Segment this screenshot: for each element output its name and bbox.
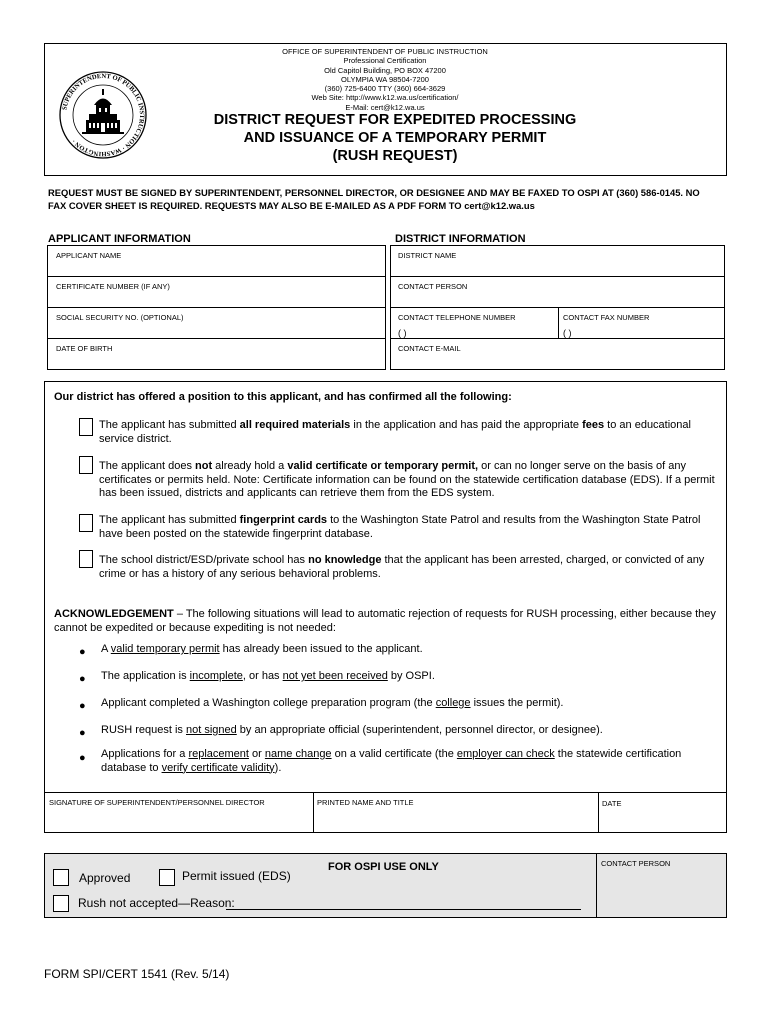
- agency-phone: (360) 725-6400 TTY (360) 664-3629: [324, 84, 446, 94]
- bullet-dot: ●: [79, 752, 86, 764]
- submission-notice: REQUEST MUST BE SIGNED BY SUPERINTENDENT, PERSONNEL DIRECTOR, OR DESIGNEE AND MAY BE FAXED TO OSPI AT (360) 586-0145. NO FAX COVER SHEET IS REQUIRED. REQUESTS MAY ALSO BE E-MAILED AS A PDF FORM TO cert@k12.wa.us: [48, 187, 700, 211]
- rejection-not-signed: [101, 724, 711, 738]
- contact-email-label: CONTACT E-MAIL: [398, 344, 461, 353]
- svg-text:SUPERINTENDENT OF PUBLIC INSTR: SUPERINTENDENT OF PUBLIC INSTRUCTION · WASHINGTON ·: [61, 72, 146, 158]
- b2-b: , or has: [242, 670, 283, 682]
- district-info-heading: DISTRICT INFORMATION: [395, 233, 526, 245]
- item1-e: to an educational service district.: [99, 419, 691, 445]
- ssn-field[interactable]: [47, 307, 386, 339]
- date-of-birth-label: DATE OF BIRTH: [56, 344, 113, 353]
- item2-a: The applicant does: [99, 460, 196, 472]
- b3-a: Applicant completed a Washington college preparation program (the: [101, 697, 436, 709]
- b5-u4: verify certificate validity: [161, 761, 275, 774]
- b5-u1: replacement: [188, 748, 249, 760]
- b4-b: by an appropriate official (superintendent, personnel director, or designee).: [236, 724, 603, 736]
- item-no-valid-certificate: [99, 460, 719, 501]
- bullet-dot: ●: [79, 673, 86, 685]
- rejection-replacement: [101, 748, 711, 775]
- item2-c: already hold a: [212, 460, 288, 472]
- bullet-dot: ●: [79, 727, 86, 739]
- item-fingerprint-cards: [99, 514, 719, 541]
- item2-d: valid certificate or temporary permit,: [287, 460, 479, 472]
- agency-city: OLYMPIA WA 98504-7200: [341, 74, 429, 84]
- agency-address: Old Capitol Building, PO BOX 47200: [324, 65, 446, 75]
- printed-name-field[interactable]: [313, 792, 599, 833]
- item3-c: to the Washington State Patrol and results from the Washington State Patrol have been posted on the statewide fingerprint database.: [99, 514, 701, 540]
- date-field[interactable]: [598, 792, 727, 833]
- district-name-field[interactable]: [390, 245, 725, 277]
- contact-email-field[interactable]: [390, 338, 725, 370]
- rejection-valid-permit: [101, 643, 711, 657]
- b4-a: RUSH request is: [101, 724, 186, 736]
- applicant-info-heading: APPLICANT INFORMATION: [48, 233, 191, 245]
- state-seal: [58, 70, 148, 160]
- b1-b: has already been issued to the applicant.: [219, 643, 423, 655]
- checkbox-approved[interactable]: [53, 869, 69, 886]
- contact-phone-label: CONTACT TELEPHONE NUMBER: [398, 313, 516, 322]
- agency-header: [230, 47, 540, 112]
- district-name-label: DISTRICT NAME: [398, 251, 457, 260]
- rejection-college-program: [101, 697, 711, 711]
- b5-a: Applications for a: [101, 748, 189, 760]
- applicant-name-label: APPLICANT NAME: [56, 251, 122, 260]
- acknowledgement: [54, 608, 720, 635]
- checkbox-permit-issued[interactable]: [159, 869, 175, 886]
- form-title: [170, 111, 620, 165]
- item3-b: fingerprint cards: [239, 514, 328, 526]
- item-required-materials: [99, 419, 719, 446]
- b5-c: on a valid certificate (the: [331, 748, 457, 760]
- permit-issued-label: Permit issued (EDS): [182, 869, 291, 883]
- ssn-label: SOCIAL SECURITY NO. (OPTIONAL): [56, 313, 184, 322]
- agency-division: Professional Certification: [343, 56, 427, 66]
- checkbox-rush-not-accepted[interactable]: [53, 895, 69, 912]
- checkbox-no-valid-certificate[interactable]: [79, 456, 93, 474]
- item2-b: not: [195, 460, 213, 472]
- acknowledgement-text: – The following situations will lead to automatic rejection of requests for RUSH processing, either because they cannot be expedited or because expediting is not needed:: [54, 608, 716, 634]
- confirmation-heading: Our district has offered a position to this applicant, and has confirmed all the following:: [54, 391, 512, 403]
- b5-d: the statewide certification database to: [101, 748, 682, 774]
- checkbox-fingerprint-cards[interactable]: [79, 514, 93, 532]
- title-line-1: DISTRICT REQUEST FOR EXPEDITED PROCESSING: [213, 112, 577, 128]
- item1-c: in the application and has paid the appropriate: [350, 419, 583, 431]
- b1-u1: valid temporary permit: [110, 643, 220, 655]
- b2-a: The application is: [101, 670, 190, 682]
- checkbox-required-materials[interactable]: [79, 418, 93, 436]
- b2-u2: not yet been received: [282, 670, 388, 682]
- rush-not-accepted-label: Rush not accepted—Reason:: [78, 896, 235, 910]
- item1-d: fees: [582, 419, 605, 431]
- item-no-knowledge: [99, 554, 719, 581]
- printed-name-label: PRINTED NAME AND TITLE: [317, 798, 414, 807]
- contact-person-label: CONTACT PERSON: [398, 282, 468, 291]
- fax-area-code: ( ): [563, 328, 572, 338]
- item2-e: or can no longer serve on the basis of any certificates or permits held. Note: Certificate information can be found on the statewide certification database (EDS). If a permit has been issued, districts and applicants can retrieve them from the EDS system.: [99, 460, 715, 499]
- contact-fax-field[interactable]: [558, 307, 725, 339]
- phone-area-code: ( ): [398, 328, 407, 338]
- ospi-use-only-heading: FOR OSPI USE ONLY: [328, 861, 439, 873]
- agency-website[interactable]: Web Site: http://www.k12.wa.us/certification/: [311, 93, 459, 103]
- title-line-3: (RUSH REQUEST): [332, 148, 458, 164]
- title-line-2: AND ISSUANCE OF A TEMPORARY PERMIT: [243, 130, 547, 146]
- contact-fax-label: CONTACT FAX NUMBER: [563, 313, 650, 322]
- item4-b: no knowledge: [308, 554, 382, 566]
- certificate-number-label: CERTIFICATE NUMBER (IF ANY): [56, 282, 170, 291]
- item3-a: The applicant has submitted: [99, 514, 240, 526]
- b5-u2: name change: [264, 748, 332, 760]
- contact-person-field[interactable]: [390, 276, 725, 308]
- b2-u1: incomplete: [189, 670, 243, 682]
- contact-phone-field[interactable]: [390, 307, 559, 339]
- b5-u3: employer can check: [456, 748, 555, 760]
- item1-b: all required materials: [239, 419, 351, 431]
- acknowledgement-heading: ACKNOWLEDGEMENT: [54, 608, 174, 620]
- agency-email[interactable]: E-Mail: cert@k12.wa.us: [345, 102, 425, 112]
- b4-u1: not signed: [185, 724, 237, 736]
- reason-line[interactable]: [226, 909, 581, 910]
- date-label: DATE: [602, 799, 622, 808]
- checkbox-no-knowledge[interactable]: [79, 550, 93, 568]
- b5-b: or: [248, 748, 265, 760]
- bullet-dot: ●: [79, 700, 86, 712]
- signature-label: SIGNATURE OF SUPERINTENDENT/PERSONNEL DIRECTOR: [49, 798, 265, 807]
- date-of-birth-field[interactable]: [47, 338, 386, 370]
- bullet-dot: ●: [79, 646, 86, 658]
- ospi-contact-person-field[interactable]: [596, 853, 727, 918]
- signature-field[interactable]: [44, 792, 314, 833]
- item1-a: The applicant has submitted: [99, 419, 240, 431]
- b3-u1: college: [435, 697, 471, 709]
- applicant-name-field[interactable]: [47, 245, 386, 277]
- item4-c: that the applicant has been arrested, charged, or convicted of any crime or has a history of any serious behavioral problems.: [99, 554, 705, 580]
- item4-a: The school district/ESD/private school has: [99, 554, 309, 566]
- rejection-incomplete: [101, 670, 711, 684]
- approved-label: Approved: [79, 871, 131, 885]
- b3-b: issues the permit).: [470, 697, 564, 709]
- b2-c: by OSPI.: [387, 670, 435, 682]
- b1-a: A: [101, 643, 111, 655]
- agency-name: OFFICE OF SUPERINTENDENT OF PUBLIC INSTRUCTION: [282, 47, 488, 56]
- form-number: FORM SPI/CERT 1541 (Rev. 5/14): [44, 967, 230, 981]
- b5-e: ).: [274, 761, 282, 774]
- certificate-number-field[interactable]: [47, 276, 386, 308]
- ospi-contact-person-label: CONTACT PERSON: [601, 859, 671, 868]
